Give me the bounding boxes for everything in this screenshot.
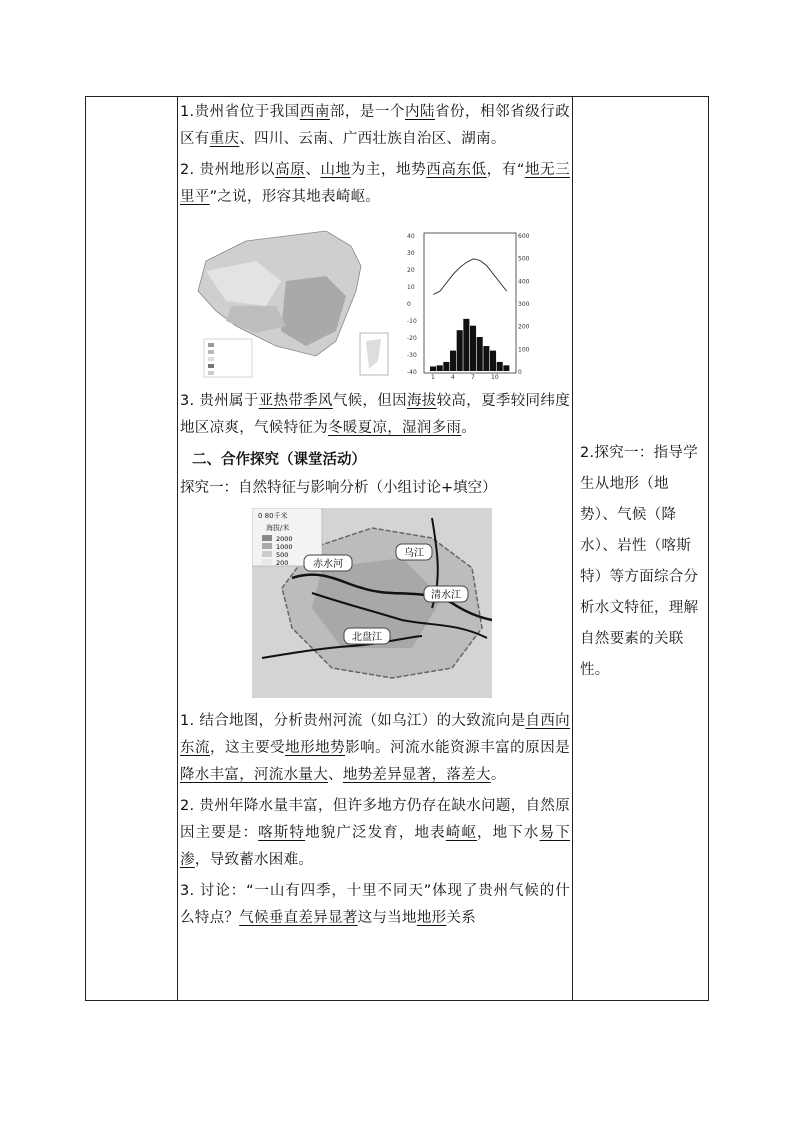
map-scale: 0 80千米 <box>258 512 288 520</box>
svg-text:1000: 1000 <box>276 543 293 551</box>
explore-title: 探究一：自然特征与影响分析（小组讨论+填空） <box>180 480 497 496</box>
table-divider-1 <box>177 96 178 1001</box>
x-axis-tick: 10 <box>491 374 499 381</box>
precip-bar <box>497 362 503 371</box>
left-axis-tick: 30 <box>407 250 415 257</box>
right-axis-tick: 400 <box>518 278 530 286</box>
table-bottom-border <box>85 1000 709 1001</box>
china-climate-map <box>186 221 396 381</box>
left-axis-tick: -40 <box>407 369 417 376</box>
main-column <box>180 96 570 932</box>
table-left-border <box>85 96 86 1001</box>
legend-title: 海拔/米 <box>266 524 290 532</box>
question-2: 2. 贵州年降水量丰富，但许多地方仍存在缺水问题，自然原因主要是：喀斯特地貌广泛发育，地表崎岖，地下水易下渗，导致蓄水困难。 <box>180 798 570 868</box>
river-label-qingshui: 清水江 <box>431 590 461 601</box>
precip-bar <box>450 351 456 371</box>
teaching-note-column <box>580 438 704 686</box>
svg-text:2000: 2000 <box>276 535 293 543</box>
precip-bar <box>490 351 496 371</box>
left-axis-tick: 10 <box>407 284 415 291</box>
svg-text:200: 200 <box>276 559 289 567</box>
precip-bar <box>430 366 436 371</box>
river-label-wujiang: 乌江 <box>404 548 424 559</box>
left-axis-tick: -20 <box>407 335 417 342</box>
right-axis-tick: 500 <box>518 255 530 263</box>
precip-bar <box>477 337 483 371</box>
guizhou-river-map <box>252 508 492 698</box>
right-axis-tick: 300 <box>518 301 530 308</box>
x-axis-tick: 4 <box>451 374 455 381</box>
x-axis-tick: 1 <box>431 374 435 381</box>
precip-bar <box>437 365 443 371</box>
paragraph-terrain: 2. 贵州地形以高原、山地为主，地势西高东低，有“地无三里平”之说，形容其地表崎岖。 <box>180 162 571 205</box>
precip-bar <box>470 326 476 371</box>
river-label-chishui: 赤水河 <box>313 559 343 570</box>
figures-row <box>180 221 570 386</box>
left-axis-tick: 40 <box>407 233 415 240</box>
left-axis-tick: 0 <box>407 301 411 308</box>
right-axis-tick: 200 <box>518 323 530 331</box>
precip-bar <box>443 362 449 371</box>
teaching-note: 2.探究一：指导学生从地形（地势）、气候（降水）、岩性（喀斯特）等方面综合分析水文特征，理解自然要素的关联性。 <box>580 445 699 678</box>
left-axis-tick: -10 <box>407 318 417 325</box>
left-axis-tick: -30 <box>407 352 417 359</box>
river-label-beipan: 北盘江 <box>352 632 382 643</box>
climate-chart <box>406 221 536 381</box>
right-axis-tick: 0 <box>518 369 522 376</box>
table-divider-2 <box>572 96 573 1001</box>
precip-bar <box>503 365 509 371</box>
left-axis-tick: 20 <box>407 267 415 274</box>
table-right-border <box>708 96 709 1001</box>
precip-bar <box>483 346 489 371</box>
precip-bar <box>463 319 469 371</box>
question-1: 1. 结合地图，分析贵州河流（如乌江）的大致流向是自西向东流，这主要受地形地势影响。河流水能资源丰富的原因是降水丰富，河流水量大、地势差异显著，落差大。 <box>180 713 570 783</box>
paragraph-climate: 3. 贵州属于亚热带季风气候，但因海拔较高，夏季较同纬度地区凉爽，气候特征为冬暖夏凉，湿润多雨。 <box>180 393 571 436</box>
x-axis-tick: 7 <box>471 374 475 381</box>
section-title: 二、合作探究（课堂活动） <box>192 452 366 468</box>
svg-text:500: 500 <box>276 551 289 559</box>
precip-bar <box>457 330 463 371</box>
paragraph-location: 1.贵州省位于我国西南部，是一个内陆省份，相邻省级行政区有重庆、四川、云南、广西壮族自治区、湖南。 <box>180 104 570 147</box>
question-3: 3. 讨论：“一山有四季，十里不同天”体现了贵州气候的什么特点？气候垂直差异显著这与当地地形关系 <box>180 883 570 926</box>
right-axis-tick: 600 <box>518 233 530 240</box>
right-axis-tick: 100 <box>518 346 530 354</box>
